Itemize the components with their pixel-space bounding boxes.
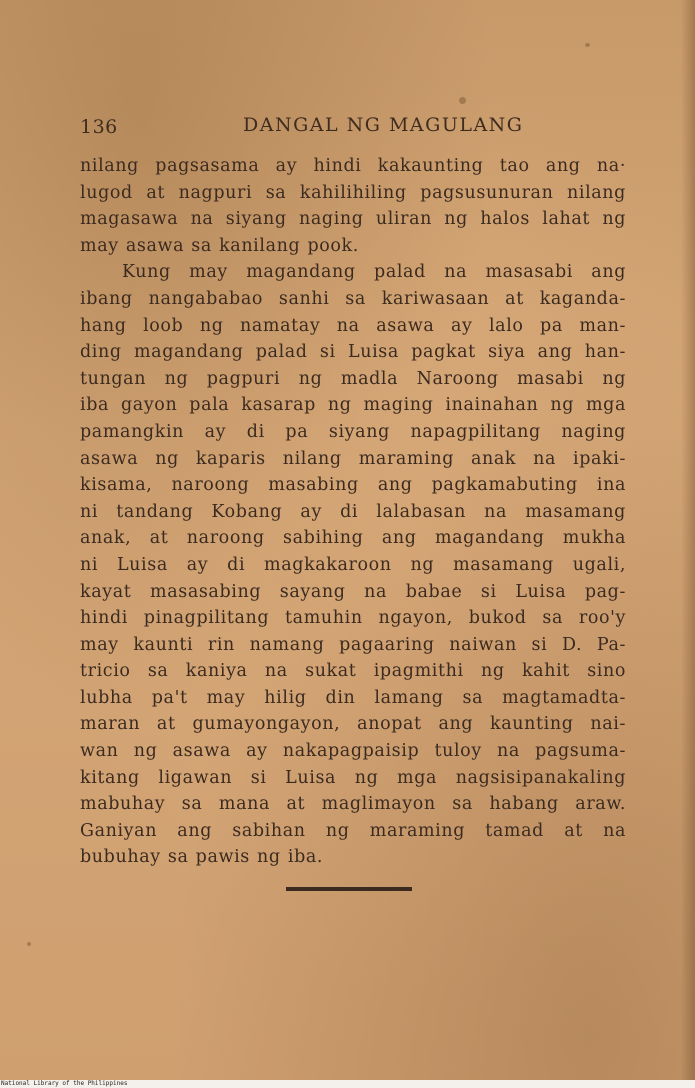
page-header bbox=[78, 112, 626, 142]
end-section-rule bbox=[286, 887, 412, 891]
library-credit: National Library of the Philippines bbox=[1, 1080, 128, 1087]
text-line: Kung may magandang palad na masasabi ang bbox=[122, 262, 626, 283]
text-line: ding magandang palad si Luisa pagkat siya ang han- bbox=[80, 342, 626, 363]
scan-footer bbox=[0, 1080, 695, 1088]
text-line: anak, at naroong sabihing ang magandang mukha bbox=[80, 528, 626, 549]
text-line: ibang nangababao sanhi sa kariwasaan at kaganda- bbox=[80, 288, 626, 309]
text-line: kisama, naroong masabing ang pagkamabuting ina bbox=[80, 475, 626, 496]
text-line: ni Luisa ay di magkakaroon ng masamang ugali, bbox=[80, 554, 626, 575]
page-edge-shadow bbox=[681, 0, 695, 1080]
text-line: tungan ng pagpuri ng madla Naroong masabi ng bbox=[80, 368, 626, 389]
text-line: kayat masasabing sayang na babae si Luisa pag- bbox=[80, 581, 626, 602]
text-line: iba gayon pala kasarap ng maging inainahan ng mga bbox=[80, 395, 626, 416]
text-line: hindi pinagpilitang tamuhin ngayon, bukod sa roo'y bbox=[80, 608, 626, 629]
text-line: hang loob ng namatay na asawa ay lalo pa man- bbox=[80, 315, 626, 336]
text-line: bubuhay sa pawis ng iba. bbox=[80, 847, 324, 868]
text-line: magasawa na siyang naging uliran ng halos lahat ng bbox=[80, 209, 626, 230]
body-text bbox=[80, 153, 626, 871]
text-line: tricio sa kaniya na sukat ipagmithi ng kahit sino bbox=[80, 661, 626, 682]
text-line: may kaunti rin namang pagaaring naiwan si D. Pa- bbox=[80, 634, 626, 655]
text-line: wan ng asawa ay nakapagpaisip tuloy na pagsuma- bbox=[80, 741, 626, 762]
running-head-title: DANGAL NG MAGULANG bbox=[243, 114, 524, 136]
text-line: lugod at nagpuri sa kahilihiling pagsusunuran nilang bbox=[80, 182, 626, 203]
stain-spot bbox=[585, 43, 590, 47]
text-line: asawa ng kaparis nilang maraming anak na ipaki- bbox=[80, 448, 626, 469]
text-line: mabuhay sa mana at maglimayon sa habang araw. bbox=[80, 794, 626, 815]
text-line: may asawa sa kanilang pook. bbox=[80, 235, 359, 256]
text-line: ni tandang Kobang ay di lalabasan na masamang bbox=[80, 501, 626, 522]
text-line: nilang pagsasama ay hindi kakaunting tao ang na· bbox=[80, 156, 626, 176]
text-line: Ganiyan ang sabihan ng maraming tamad at na bbox=[80, 820, 626, 841]
stain-spot bbox=[459, 97, 466, 104]
page-number: 136 bbox=[80, 116, 118, 138]
text-line: kitang ligawan si Luisa ng mga nagsisipanakaling bbox=[80, 767, 626, 788]
text-line: pamangkin ay di pa siyang napagpilitang naging bbox=[80, 421, 626, 442]
text-line: maran at gumayongayon, anopat ang kaunting nai- bbox=[80, 714, 626, 735]
stain-spot bbox=[27, 942, 31, 946]
text-line: lubha pa't may hilig din lamang sa magtamadta- bbox=[80, 687, 626, 708]
